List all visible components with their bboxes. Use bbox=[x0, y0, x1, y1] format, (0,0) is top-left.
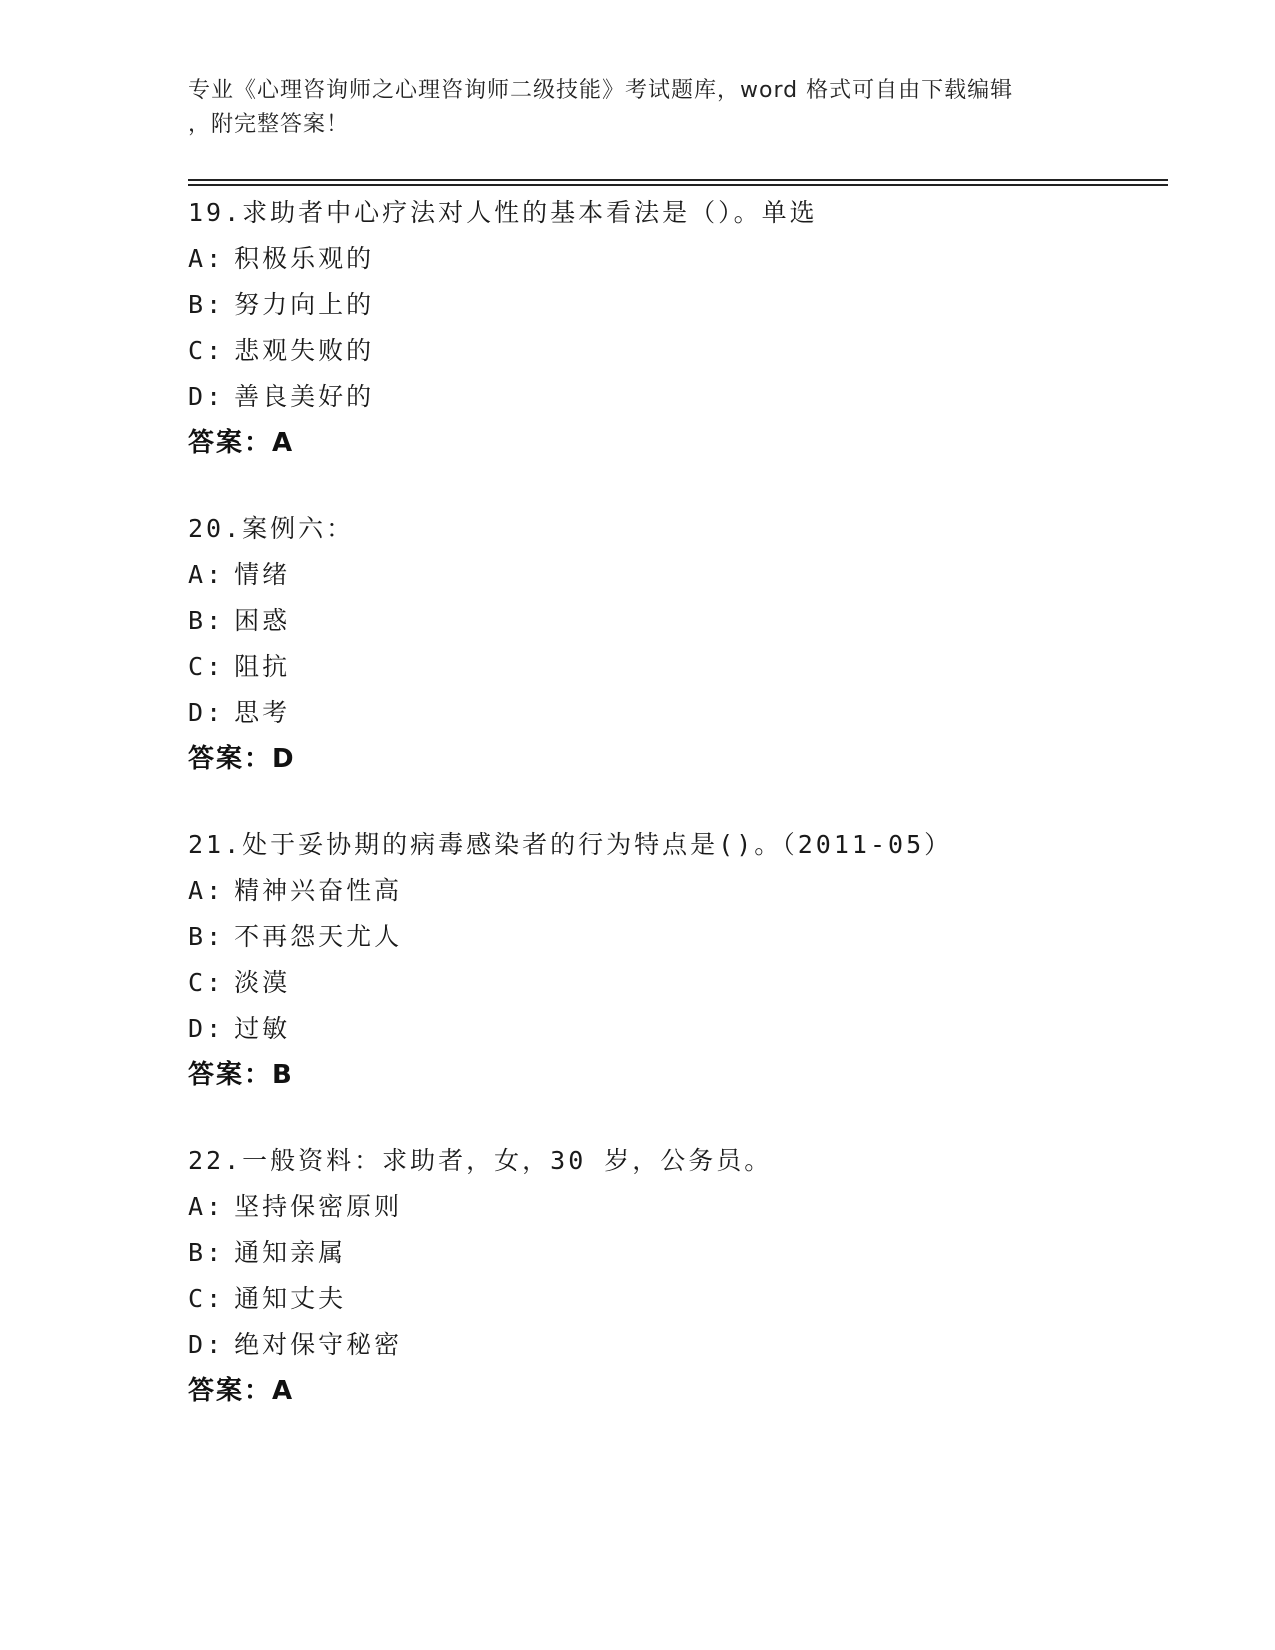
option-a: A: 坚持保密原则 bbox=[188, 1184, 1168, 1230]
option-text: 绝对保守秘密 bbox=[234, 1330, 403, 1359]
option-key: D bbox=[188, 1014, 207, 1043]
option-key: A bbox=[188, 1192, 207, 1221]
option-key: B bbox=[188, 606, 207, 635]
option-text: 悲观失败的 bbox=[234, 336, 375, 365]
option-text: 通知亲属 bbox=[234, 1238, 347, 1267]
option-a: A: 积极乐观的 bbox=[188, 236, 1168, 282]
option-key: A bbox=[188, 560, 207, 589]
option-b: B: 通知亲属 bbox=[188, 1230, 1168, 1276]
option-a: A: 情绪 bbox=[188, 552, 1168, 598]
question-list bbox=[188, 190, 1168, 1454]
option-text: 淡漠 bbox=[234, 968, 291, 997]
option-key: B bbox=[188, 922, 207, 951]
option-b: B: 不再怨天尤人 bbox=[188, 914, 1168, 960]
header-line-1: 专业《心理咨询师之心理咨询师二级技能》考试题库，word 格式可自由下载编辑 bbox=[188, 78, 1014, 103]
option-c: C: 通知丈夫 bbox=[188, 1276, 1168, 1322]
option-key: C bbox=[188, 336, 207, 365]
question-20 bbox=[188, 506, 1168, 782]
question-22 bbox=[188, 1138, 1168, 1414]
option-key: A bbox=[188, 244, 207, 273]
header-rule-top bbox=[188, 179, 1168, 181]
option-c: C: 悲观失败的 bbox=[188, 328, 1168, 374]
option-key: C bbox=[188, 652, 207, 681]
option-text: 困惑 bbox=[234, 606, 291, 635]
option-d: D: 过敏 bbox=[188, 1006, 1168, 1052]
option-key: D bbox=[188, 1330, 207, 1359]
option-text: 努力向上的 bbox=[234, 290, 375, 319]
answer-label: 答案：D bbox=[188, 744, 296, 774]
option-text: 阻抗 bbox=[234, 652, 291, 681]
question-text: 19.求助者中心疗法对人性的基本看法是（）。单选 bbox=[188, 198, 818, 227]
answer-label: 答案：A bbox=[188, 1376, 295, 1406]
option-b: B: 努力向上的 bbox=[188, 282, 1168, 328]
option-key: D bbox=[188, 382, 207, 411]
question-text: 22.一般资料：求助者，女，30 岁，公务员。 bbox=[188, 1146, 773, 1175]
option-b: B: 困惑 bbox=[188, 598, 1168, 644]
option-key: C bbox=[188, 1284, 207, 1313]
option-key: B bbox=[188, 1238, 207, 1267]
option-text: 积极乐观的 bbox=[234, 244, 375, 273]
option-key: D bbox=[188, 698, 207, 727]
answer-label: 答案：B bbox=[188, 1060, 294, 1090]
option-c: C: 阻抗 bbox=[188, 644, 1168, 690]
option-text: 通知丈夫 bbox=[234, 1284, 347, 1313]
option-text: 思考 bbox=[234, 698, 291, 727]
document-header bbox=[188, 74, 1088, 142]
option-text: 过敏 bbox=[234, 1014, 291, 1043]
option-key: C bbox=[188, 968, 207, 997]
option-text: 不再怨天尤人 bbox=[234, 922, 403, 951]
option-a: A: 精神兴奋性高 bbox=[188, 868, 1168, 914]
option-key: B bbox=[188, 290, 207, 319]
answer-label: 答案：A bbox=[188, 428, 295, 458]
option-text: 情绪 bbox=[234, 560, 291, 589]
question-text: 20.案例六： bbox=[188, 514, 355, 543]
option-text: 精神兴奋性高 bbox=[234, 876, 403, 905]
header-rule-bottom bbox=[188, 184, 1168, 186]
question-21 bbox=[188, 822, 1168, 1098]
option-d: D: 善良美好的 bbox=[188, 374, 1168, 420]
option-c: C: 淡漠 bbox=[188, 960, 1168, 1006]
question-19 bbox=[188, 190, 1168, 466]
option-text: 善良美好的 bbox=[234, 382, 375, 411]
header-line-2: ，附完整答案！ bbox=[188, 112, 350, 137]
option-text: 坚持保密原则 bbox=[234, 1192, 403, 1221]
question-text: 21.处于妥协期的病毒感染者的行为特点是()。（2011-05） bbox=[188, 830, 953, 859]
option-d: D: 思考 bbox=[188, 690, 1168, 736]
option-d: D: 绝对保守秘密 bbox=[188, 1322, 1168, 1368]
option-key: A bbox=[188, 876, 207, 905]
